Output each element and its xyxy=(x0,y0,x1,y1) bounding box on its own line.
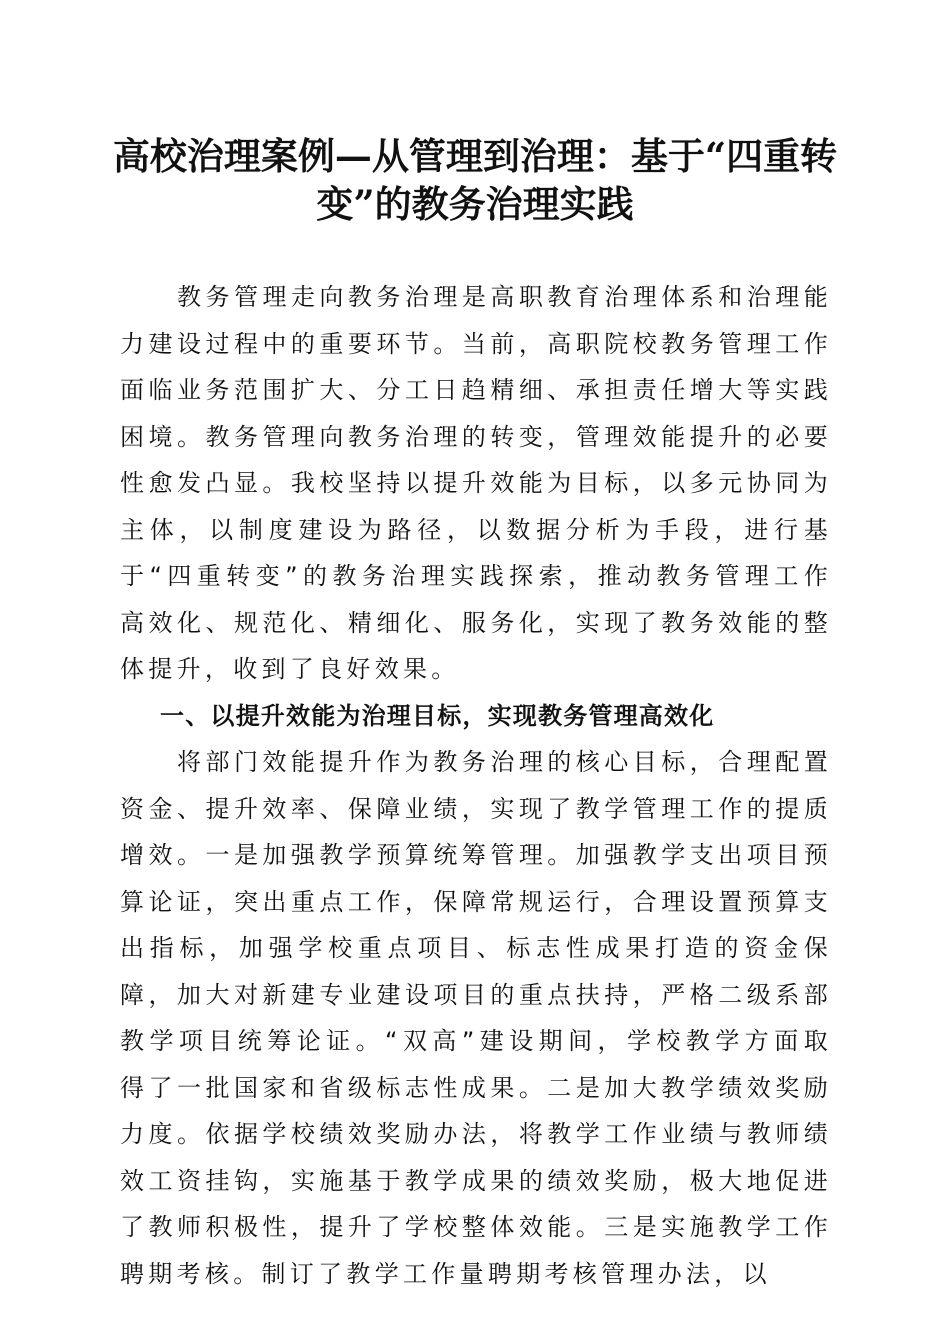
document-body xyxy=(120,274,832,1297)
section-heading-1: 一、以提升效能为治理目标，实现教务管理高效化 xyxy=(160,701,715,730)
document-title xyxy=(100,132,850,228)
title-line-2: 变”的教务治理实践 xyxy=(316,182,634,226)
section-1-paragraph: 将部门效能提升作为教务治理的核心目标，合理配置资金、提升效率、保障业绩，实现了教学管理工作的提质增效。一是加强教学预算统筹管理。加强教学支出项目预算论证，突出重点工作，保障常规运行，合理设置预算支出指标，加强学校重点项目、标志性成果打造的资金保障，加大对新建专业建设项目的重点扶持，严格二级系部教学项目统筹论证。“双高”建设期间，学校教学方面取得了一批国家和省级标志性成果。二是加大教学绩效奖励力度。依据学校绩效奖励办法，将教学工作业绩与教师绩效工资挂钩，实施基于教学成果的绩效奖励，极大地促进了教师积极性，提升了学校整体效能。三是实施教学工作聘期考核。制订了教学工作量聘期考核管理办法，以 xyxy=(120,748,832,1288)
intro-paragraph: 教务管理走向教务治理是高职教育治理体系和治理能力建设过程中的重要环节。当前，高职院校教务管理工作面临业务范围扩大、分工日趋精细、承担责任增大等实践困境。教务管理向教务治理的转变，管理效能提升的必要性愈发凸显。我校坚持以提升效能为目标，以多元协同为主体，以制度建设为路径，以数据分析为手段，进行基于“四重转变”的教务治理实践探索，推动教务管理工作高效化、规范化、精细化、服务化，实现了教务效能的整体提升，收到了良好效果。 xyxy=(120,283,832,683)
title-line-1: 高校治理案例—从管理到治理：基于“四重转 xyxy=(112,134,838,178)
